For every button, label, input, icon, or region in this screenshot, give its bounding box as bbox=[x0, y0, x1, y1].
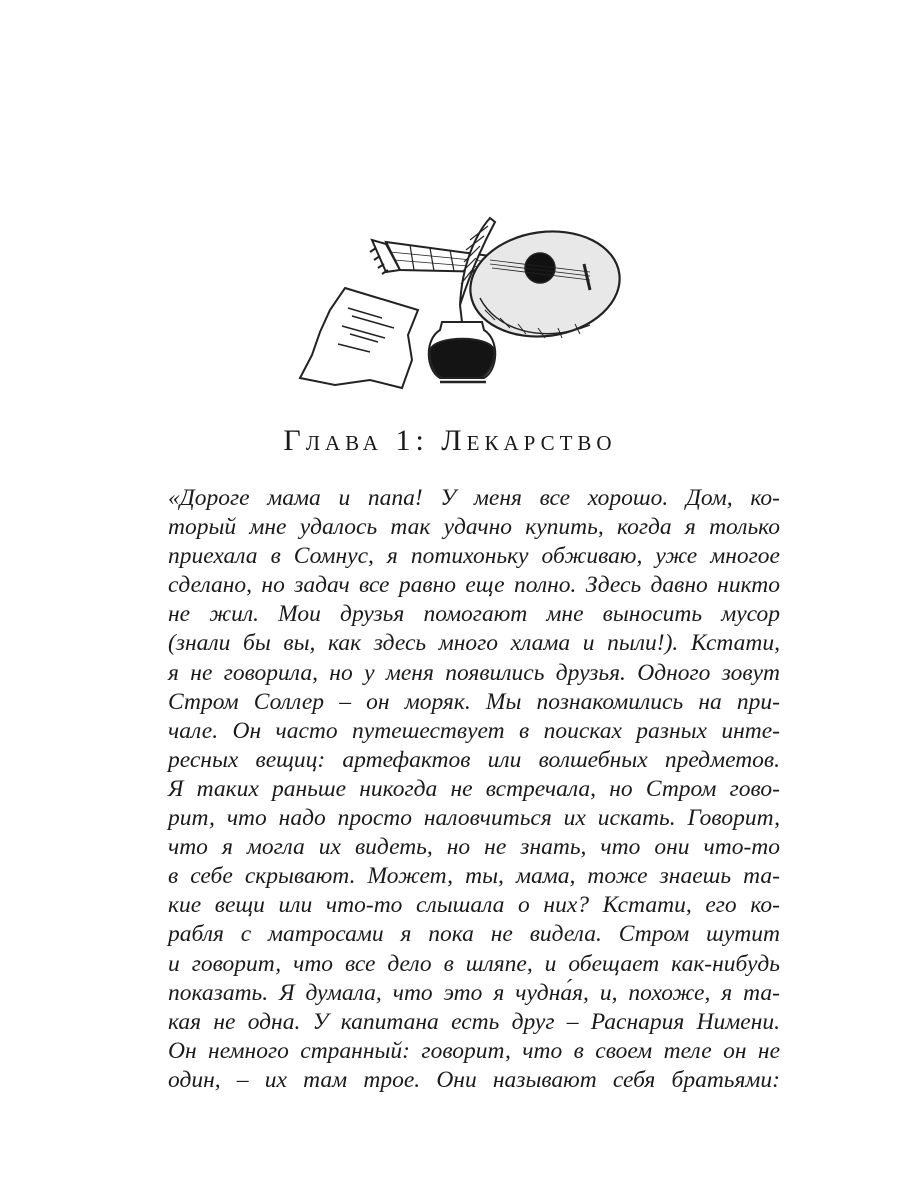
text-line: Стром Соллер – он моряк. Мы познакомились на при- bbox=[168, 688, 780, 715]
text-line: один, – их там трое. Они называют себя братьями: bbox=[168, 1066, 780, 1093]
text-line: что я могла их видеть, но не знать, что они что-то bbox=[168, 834, 780, 861]
text-line: и говорит, что все дело в шляпе, и обещает как-нибудь bbox=[168, 950, 780, 977]
text-line: торый мне удалось так удачно купить, когда я только bbox=[168, 514, 780, 541]
text-line: показать. Я думала, что это я чудна́я, и, похоже, я та- bbox=[168, 979, 780, 1006]
text-line: рабля с матросами я пока не видела. Стром шутит bbox=[168, 921, 780, 948]
lute-quill-inkwell-illustration bbox=[290, 210, 640, 390]
text-line: я не говорила, но у меня появились друзья. Одного зовут bbox=[168, 659, 780, 686]
text-line: ресных вещиц: артефактов или волшебных предметов. bbox=[168, 746, 780, 773]
text-line: кие вещи или что-то слышала о них? Кстати, его ко- bbox=[168, 892, 780, 919]
text-line: приехала в Сомнус, я потихоньку обживаю, уже многое bbox=[168, 543, 780, 570]
paper-sheet-icon bbox=[300, 288, 418, 388]
text-line: кая не одна. У капитана есть друг – Раснария Нимени. bbox=[168, 1008, 780, 1035]
text-line: (знали бы вы, как здесь много хлама и пыли!). Кстати, bbox=[168, 630, 780, 657]
text-line: «Дороге мама и папа! У меня все хорошо. Дом, ко- bbox=[168, 485, 780, 511]
text-line: сделано, но задач все равно еще полно. Здесь давно никто bbox=[168, 572, 780, 599]
text-line: чале. Он часто путешествует в поисках разных инте- bbox=[168, 717, 780, 744]
text-line: рит, что надо просто наловчиться их искать. Говорит, bbox=[168, 805, 780, 832]
text-line: не жил. Мои друзья помогают мне выносить мусор bbox=[168, 601, 780, 628]
chapter-title: Глава 1: Лекарство bbox=[283, 424, 617, 457]
body-text bbox=[168, 484, 780, 1095]
text-line: Я таких раньше никогда не встречала, но Стром гово- bbox=[168, 775, 780, 802]
text-line: в себе скрывают. Может, ты, мама, тоже знаешь та- bbox=[168, 863, 780, 890]
text-line: Он немного странный: говорит, что в своем теле он не bbox=[168, 1037, 780, 1064]
